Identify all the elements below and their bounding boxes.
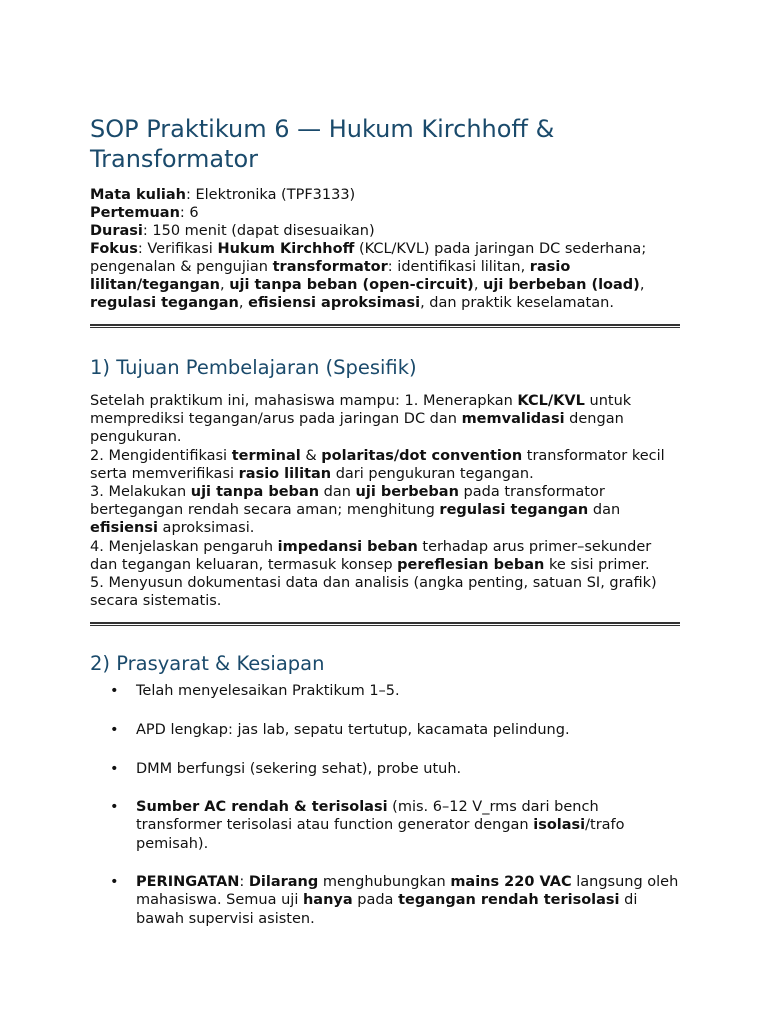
section-heading-prerequisites: 2) Prasyarat & Kesiapan — [90, 652, 325, 676]
list-item: • PERINGATAN: Dilarang menghubungkan mains 220 VAC langsung oleh mahasiswa. Semua uji hanya pada tegangan rendah terisolasi di bawah supervisi asisten. — [110, 874, 679, 927]
bullet-icon: • — [110, 760, 119, 777]
prerequisites-list — [90, 682, 680, 927]
bullet-icon: • — [110, 874, 119, 891]
section-divider — [90, 622, 680, 626]
meta-focus: Fokus: Verifikasi Hukum Kirchhoff (KCL/KVL) pada jaringan DC sederhana; pengenalan & pengujian transformator: identifikasi lilitan, rasio lilitan/tegangan, uji tanpa beban (open-circuit), uji berbeban (load), regulasi tegangan, efisiensi aproksimasi, dan praktik keselamatan. — [90, 241, 647, 311]
list-item: • Telah menyelesaikan Praktikum 1–5. — [110, 683, 400, 700]
meta-session: Pertemuan: 6 — [90, 205, 199, 221]
meta-course: Mata kuliah: Elektronika (TPF3133) — [90, 187, 356, 203]
list-item: • DMM berfungsi (sekering sehat), probe utuh. — [110, 760, 462, 777]
list-item: • Sumber AC rendah & terisolasi (mis. 6–12 V_rms dari bench transformer terisolasi atau function generator dengan isolasi/trafo pemisah). — [110, 799, 625, 852]
page-title: SOP Praktikum 6 — Hukum Kirchhoff & Transformator — [90, 115, 555, 173]
objectives-text: Setelah praktikum ini, mahasiswa mampu: 1. Menerapkan KCL/KVL untuk memprediksi tegangan/arus pada jaringan DC dan memvalidasi dengan pengukuran. 2. Mengidentifikasi terminal & polaritas/dot convention transformator kecil serta memverifikasi rasio lilitan dari pengukuran tegangan. 3. Melakukan uji tanpa beban dan uji berbeban pada transformator bertegangan rendah secara aman; menghitung regulasi tegangan dan efisiensi aproksimasi. 4. Menjelaskan pengaruh impedansi beban terhadap arus primer–sekunder dan tegangan keluaran, termasuk konsep pereflesian beban ke sisi primer. 5. Menyusun dokumentasi data dan analisis (angka penting, satuan SI, grafik) secara sistematis. — [90, 393, 665, 610]
document-content — [90, 114, 680, 948]
bullet-icon: • — [110, 722, 119, 739]
section-divider — [90, 324, 680, 328]
meta-duration: Durasi: 150 menit (dapat disesuaikan) — [90, 223, 375, 239]
bullet-icon: • — [110, 799, 119, 816]
course-meta — [90, 186, 680, 312]
section-heading-objectives: 1) Tujuan Pembelajaran (Spesifik) — [90, 356, 417, 379]
bullet-icon: • — [110, 683, 119, 700]
list-item: • APD lengkap: jas lab, sepatu tertutup, kacamata pelindung. — [110, 722, 570, 739]
